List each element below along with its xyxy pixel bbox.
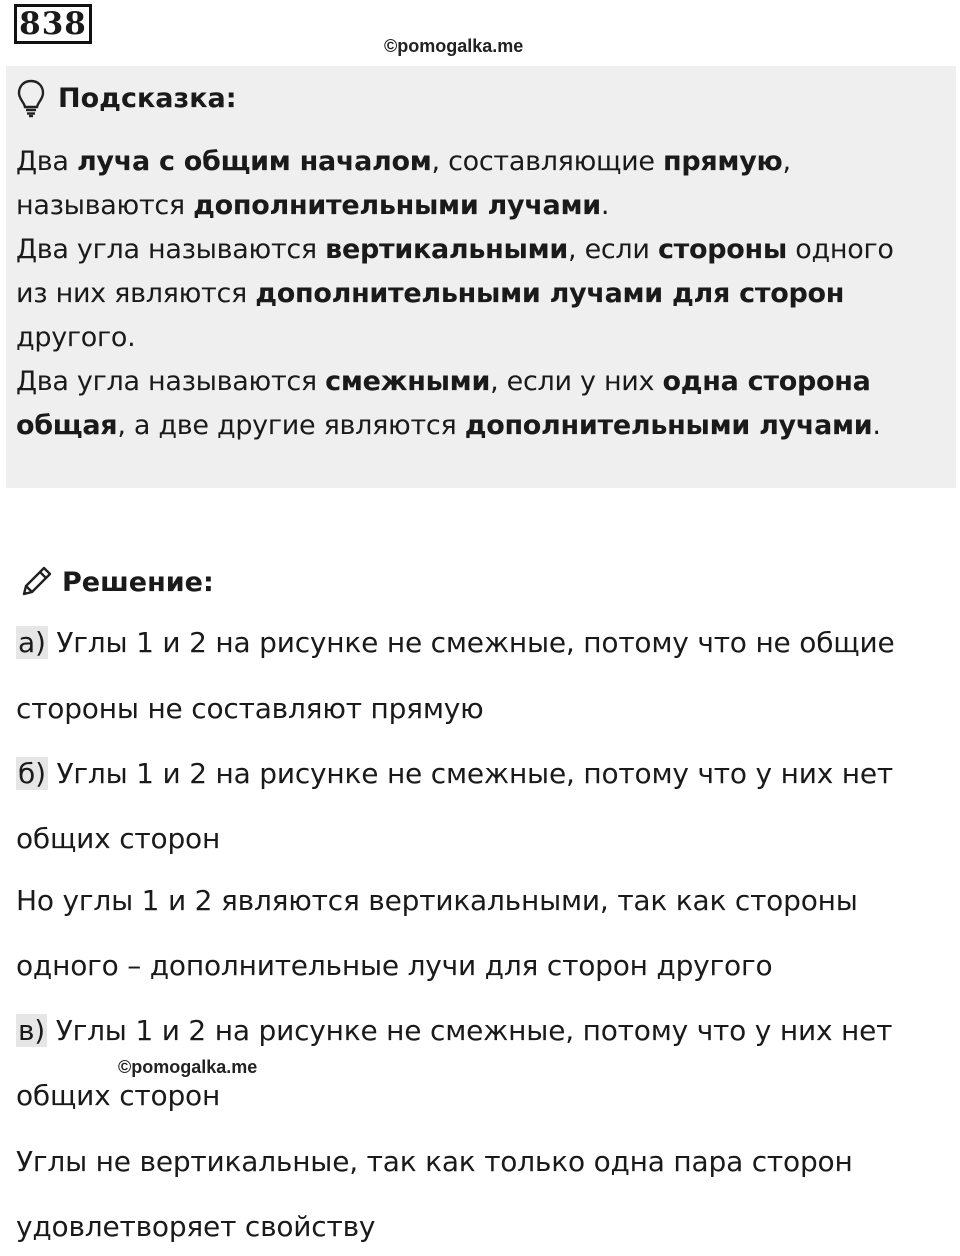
text: Два угла называются (16, 366, 326, 397)
solution-c-line-3: Углы не вертикальные, так как только одна пара сторон (16, 1145, 853, 1178)
solution-c-line-4: удовлетворяет свойству (16, 1210, 376, 1243)
bold-text: дополнительными лучами для сторон (255, 278, 845, 309)
hint-header (16, 76, 237, 120)
text: Два (16, 146, 77, 177)
text: из них являются (16, 278, 256, 309)
solution-b-line-3: Но углы 1 и 2 являются вертикальными, так как стороны (16, 884, 858, 917)
text: Два угла называются (16, 234, 326, 265)
solution-a-line-1 (16, 626, 894, 659)
solution-c-line-1 (16, 1014, 892, 1047)
text: , если у них (490, 366, 663, 397)
text: называются (16, 190, 194, 221)
item-label-a: а) (18, 626, 46, 659)
hint-paragraph-3 (16, 360, 946, 448)
bold-text: дополнительными лучами (193, 190, 601, 221)
bold-text: смежными (325, 366, 491, 397)
text: Углы 1 и 2 на рисунке не смежные, потому что у них нет (47, 757, 894, 790)
text: Углы 1 и 2 на рисунке не смежные, потому что у них нет (47, 1014, 893, 1047)
bold-text: прямую (663, 146, 783, 177)
watermark-top: ©pomogalka.me (384, 36, 524, 56)
text: , составляющие (431, 146, 664, 177)
bold-text: общая (16, 410, 118, 441)
bold-text: дополнительными лучами (464, 410, 873, 441)
hint-paragraph-2 (16, 228, 946, 360)
watermark-middle: ©pomogalka.me (118, 1057, 258, 1077)
pencil-icon (18, 564, 54, 600)
solution-a-line-2: стороны не составляют прямую (16, 692, 484, 725)
bold-text: луча с общим началом (76, 146, 432, 177)
text: , а две другие являются (117, 410, 465, 441)
hint-title: Подсказка: (58, 82, 237, 114)
text: Углы 1 и 2 на рисунке не смежные, потому что не общие (47, 626, 895, 659)
solution-c-line-2: общих сторон (16, 1079, 221, 1112)
text: , (782, 146, 791, 177)
bold-text: одна сторона (662, 366, 871, 397)
text: , если (568, 234, 658, 265)
item-label-b: б) (18, 757, 46, 790)
lightbulb-icon (16, 78, 46, 118)
solution-header (18, 560, 214, 604)
solution-title: Решение: (62, 566, 214, 598)
solution-b-line-4: одного – дополнительные лучи для сторон другого (16, 949, 773, 982)
hint-body (16, 140, 946, 448)
solution-b-line-2: общих сторон (16, 822, 221, 855)
text: другого. (16, 322, 136, 353)
text: . (872, 410, 881, 441)
hint-paragraph-1 (16, 140, 946, 228)
bold-text: стороны (657, 234, 787, 265)
text: . (600, 190, 610, 221)
bold-text: вертикальными (325, 234, 569, 265)
problem-number: 838 (14, 4, 92, 44)
item-label-c: в) (18, 1014, 46, 1047)
text: одного (787, 234, 894, 265)
solution-b-line-1 (16, 757, 893, 790)
